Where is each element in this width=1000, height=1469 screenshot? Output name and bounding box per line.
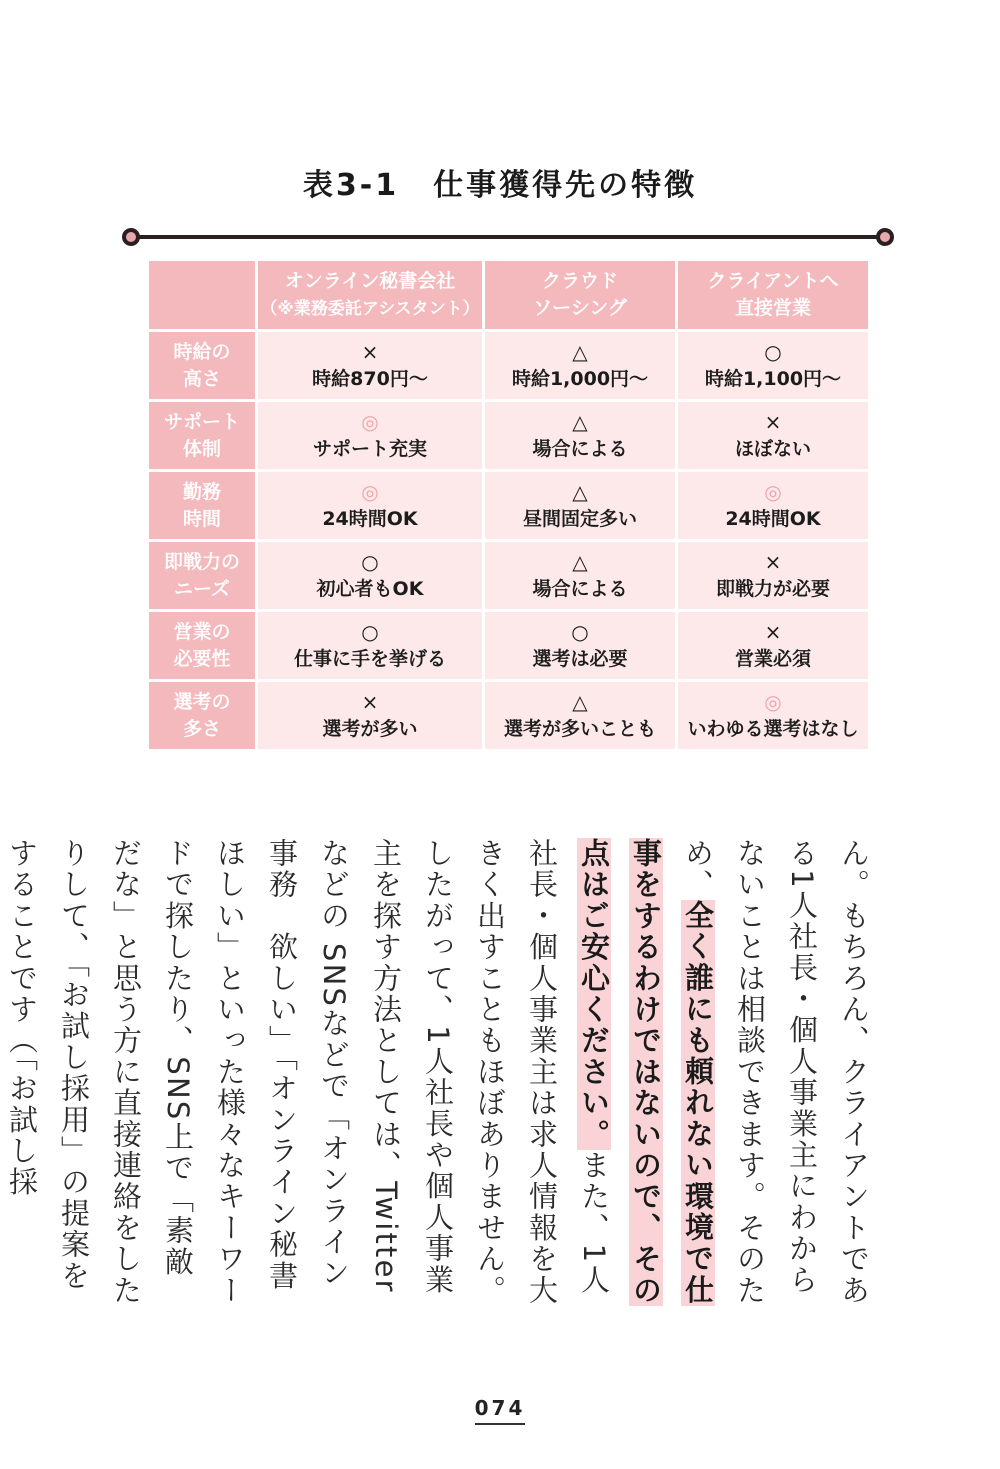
cell-text: 営業必須: [734, 647, 811, 670]
table-cell: [678, 612, 868, 679]
table-title: [0, 160, 1000, 204]
table-row: [149, 472, 868, 539]
table-cell: [485, 332, 675, 399]
column-header: [678, 261, 868, 329]
row-header-line2: 必要性: [173, 647, 231, 670]
row-header: [149, 402, 255, 469]
row-header: [149, 682, 255, 749]
column-header-line2: 直接営業: [734, 297, 811, 319]
header-corner-cell: [149, 261, 255, 329]
comparison-table: [146, 258, 871, 752]
cell-text: サポート充実: [312, 437, 427, 460]
table-row: [149, 402, 868, 469]
rating-mark: △: [572, 549, 588, 574]
row-header-line2: 多さ: [182, 717, 221, 740]
table-cell: [678, 542, 868, 609]
table-cell: [485, 402, 675, 469]
row-header-line2: 体制: [182, 437, 221, 460]
rating-mark: △: [572, 339, 588, 364]
row-header-line2: 時間: [182, 507, 221, 530]
rating-mark: ◎: [764, 479, 782, 504]
table-cell: [258, 472, 482, 539]
body-text: [5, 838, 880, 1323]
row-header: [149, 472, 255, 539]
rating-mark: △: [572, 479, 588, 504]
rating-mark: △: [572, 689, 588, 714]
table-cell: [678, 332, 868, 399]
table-cell: [678, 402, 868, 469]
body-text-segment: ん。もちろん、クライアントである1人社長・個人事業主にわからないことは相談できます。そのため、: [681, 838, 871, 1306]
column-header-line1: クラウド: [541, 270, 618, 292]
title-divider: [122, 228, 894, 246]
row-header-line2: ニーズ: [173, 577, 231, 600]
row-header-line1: 営業の: [173, 620, 231, 643]
page-number-text: 074: [475, 1396, 526, 1425]
table-cell: [258, 612, 482, 679]
cell-text: 仕事に手を挙げる: [293, 647, 446, 670]
table-row: [149, 542, 868, 609]
table-title-text: 仕事獲得先の特徴: [433, 168, 698, 203]
row-header: [149, 332, 255, 399]
column-header: [258, 261, 482, 329]
body-text-segment: また、1人社長・個人事業主は求人情報を大きく出すこともほぼありません。したがって、1人社長や個人事業主を探す方法としては、Twitterなどの SNSなどで「オンライン事務 欲しい」「オンライン秘書 ほしい」といった様々なキーワードで探したり、SNS上で「素敵だな」と思う方に直接連絡をしたりして、「お試し採用」の提案をすることです（「お試し採: [5, 838, 611, 1323]
rating-mark: △: [572, 409, 588, 434]
table-number: 表3-1: [302, 168, 400, 203]
rating-mark: ○: [361, 619, 379, 644]
table-cell: [258, 682, 482, 749]
table-header-row: [149, 261, 868, 329]
cell-text: 場合による: [532, 577, 628, 600]
cell-text: 時給1,100円～: [704, 367, 842, 390]
cell-text: 場合による: [532, 437, 628, 460]
cell-text: 昼間固定多い: [522, 507, 637, 530]
cell-text: 即戦力が必要: [715, 577, 830, 600]
cell-text: いわゆる選考はなし: [687, 717, 859, 740]
cell-text: 時給870円～: [312, 367, 428, 390]
cell-text: ほぼない: [734, 437, 811, 460]
highlighted-text: 全く誰にも頼れない環境で仕事をするわけではないので、その点はご安心ください。: [577, 838, 715, 1307]
rating-mark: ×: [764, 619, 782, 644]
rating-mark: ○: [571, 619, 589, 644]
row-header-line1: 選考の: [173, 690, 231, 713]
table-cell: [678, 472, 868, 539]
row-header-line1: 時給の: [173, 340, 231, 363]
cell-text: 選考が多いことも: [503, 717, 656, 740]
rating-mark: ◎: [361, 479, 379, 504]
column-header-line1: クライアントへ: [707, 270, 839, 292]
row-header: [149, 542, 255, 609]
table-cell: [678, 682, 868, 749]
column-header-line1: オンライン秘書会社: [284, 269, 456, 292]
column-header: [485, 261, 675, 329]
rating-mark: ◎: [361, 409, 379, 434]
table-cell: [258, 542, 482, 609]
column-header-line2: ソーシング: [533, 297, 627, 319]
table-cell: [258, 402, 482, 469]
rating-mark: ○: [361, 549, 379, 574]
rating-mark: ×: [764, 549, 782, 574]
cell-text: 選考が多い: [322, 717, 418, 740]
page-number: [0, 1396, 1000, 1420]
table-row: [149, 332, 868, 399]
row-header-line1: サポート: [163, 410, 240, 433]
table-cell: [258, 332, 482, 399]
rating-mark: ○: [764, 339, 782, 364]
divider-dot-right: [876, 228, 894, 246]
table-cell: [485, 612, 675, 679]
rating-mark: ×: [361, 689, 379, 714]
table-cell: [485, 542, 675, 609]
table-cell: [485, 682, 675, 749]
cell-text: 24時間OK: [322, 507, 418, 530]
row-header: [149, 612, 255, 679]
cell-text: 時給1,000円～: [511, 367, 649, 390]
cell-text: 初心者もOK: [316, 577, 424, 600]
cell-text: 24時間OK: [725, 507, 821, 530]
divider-dot-left: [122, 228, 140, 246]
table-cell: [485, 472, 675, 539]
cell-text: 選考は必要: [532, 647, 628, 670]
table-row: [149, 682, 868, 749]
row-header-line1: 即戦力の: [163, 550, 240, 573]
table-row: [149, 612, 868, 679]
rating-mark: ×: [361, 339, 379, 364]
row-header-line1: 勤務: [182, 480, 221, 503]
rating-mark: ◎: [764, 689, 782, 714]
column-header-line2: （※業務委託アシスタント）: [260, 298, 480, 319]
rating-mark: ×: [764, 409, 782, 434]
row-header-line2: 高さ: [182, 367, 221, 390]
